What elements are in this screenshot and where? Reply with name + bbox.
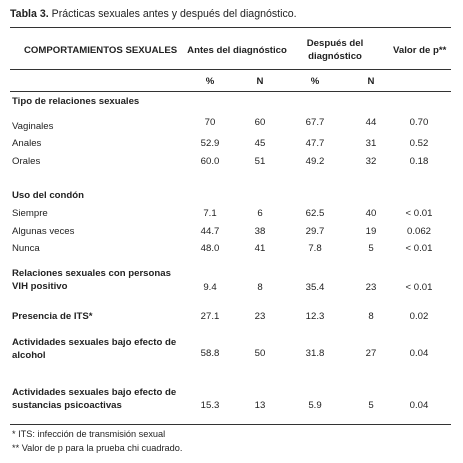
row-label: Vaginales xyxy=(12,121,54,132)
before-n: 13 xyxy=(254,400,266,411)
p-value: < 0.01 xyxy=(405,243,433,254)
row-label-alcohol: Actividades sexuales bajo efecto de alcohol xyxy=(12,337,177,361)
before-pct: 58.8 xyxy=(200,348,220,359)
after-n: 5 xyxy=(368,400,374,411)
before-n: 8 xyxy=(257,282,263,293)
before-n: 45 xyxy=(254,138,266,149)
after-pct: 49.2 xyxy=(305,156,325,167)
table-bottom-rule xyxy=(10,424,451,425)
footnote-its: * ITS: infección de transmisión sexual xyxy=(12,429,166,439)
header-behaviors: COMPORTAMIENTOS SEXUALES xyxy=(24,45,178,56)
before-n: 50 xyxy=(254,348,266,359)
before-pct: 70 xyxy=(204,117,216,128)
before-n: 51 xyxy=(254,156,266,167)
header-pvalue: Valor de p** xyxy=(393,45,447,56)
table-caption-text: Prácticas sexuales antes y después del diagnóstico. xyxy=(51,8,297,20)
after-n: 5 xyxy=(368,243,374,254)
header-before-n: N xyxy=(256,76,264,87)
section-title-condon: Uso del condón xyxy=(12,190,84,201)
row-label: Nunca xyxy=(12,243,40,254)
after-pct: 5.9 xyxy=(308,400,322,411)
header-divider xyxy=(10,69,451,70)
row-label: Anales xyxy=(12,138,42,149)
p-value: 0.52 xyxy=(409,138,429,149)
before-pct: 52.9 xyxy=(200,138,220,149)
header-bottom-rule xyxy=(10,91,451,92)
before-n: 38 xyxy=(254,226,266,237)
after-n: 44 xyxy=(365,117,377,128)
row-label-its: Presencia de ITS* xyxy=(12,311,93,322)
header-after-pct: % xyxy=(310,76,320,87)
before-pct: 27.1 xyxy=(200,311,220,322)
after-pct: 67.7 xyxy=(305,117,325,128)
after-pct: 31.8 xyxy=(305,348,325,359)
after-n: 32 xyxy=(365,156,377,167)
p-value: 0.04 xyxy=(409,348,429,359)
p-value: 0.18 xyxy=(409,156,429,167)
header-before: Antes del diagnóstico xyxy=(187,45,287,56)
after-pct: 12.3 xyxy=(305,311,325,322)
after-pct: 35.4 xyxy=(305,282,325,293)
p-value: 0.02 xyxy=(409,311,429,322)
p-value: < 0.01 xyxy=(405,208,433,219)
before-n: 60 xyxy=(254,117,266,128)
after-pct: 7.8 xyxy=(308,243,322,254)
before-n: 23 xyxy=(254,311,266,322)
row-label: Algunas veces xyxy=(12,226,75,237)
row-label: Siempre xyxy=(12,208,48,219)
table-top-rule xyxy=(10,27,451,28)
section-title-tipo: Tipo de relaciones sexuales xyxy=(12,96,140,107)
row-label-vih: Relaciones sexuales con personas VIH positivo xyxy=(12,268,171,292)
before-pct: 7.1 xyxy=(203,208,217,219)
after-n: 19 xyxy=(365,226,377,237)
before-pct: 44.7 xyxy=(200,226,220,237)
header-after-n: N xyxy=(367,76,375,87)
before-n: 41 xyxy=(254,243,266,254)
row-label-psico: Actividades sexuales bajo efecto de sustancias psicoactivas xyxy=(12,387,177,411)
p-value: < 0.01 xyxy=(405,282,433,293)
table-caption xyxy=(10,8,297,20)
p-value: 0.70 xyxy=(409,117,429,128)
before-pct: 60.0 xyxy=(200,156,220,167)
header-after-line2: diagnóstico xyxy=(308,51,362,62)
after-n: 27 xyxy=(365,348,377,359)
before-n: 6 xyxy=(257,208,263,219)
after-n: 31 xyxy=(365,138,377,149)
after-pct: 47.7 xyxy=(305,138,325,149)
before-pct: 9.4 xyxy=(203,282,217,293)
table-caption-label: Tabla 3. xyxy=(10,8,49,20)
before-pct: 15.3 xyxy=(200,400,220,411)
after-n: 23 xyxy=(365,282,377,293)
after-pct: 29.7 xyxy=(305,226,325,237)
header-before-pct: % xyxy=(205,76,215,87)
header-after-line1: Después del xyxy=(306,38,364,49)
footnote-pvalue: ** Valor de p para la prueba chi cuadrado. xyxy=(12,443,183,453)
after-pct: 62.5 xyxy=(305,208,325,219)
after-n: 8 xyxy=(368,311,374,322)
before-pct: 48.0 xyxy=(200,243,220,254)
p-value: 0.062 xyxy=(406,226,432,237)
p-value: 0.04 xyxy=(409,400,429,411)
row-label: Orales xyxy=(12,156,41,167)
after-n: 40 xyxy=(365,208,377,219)
